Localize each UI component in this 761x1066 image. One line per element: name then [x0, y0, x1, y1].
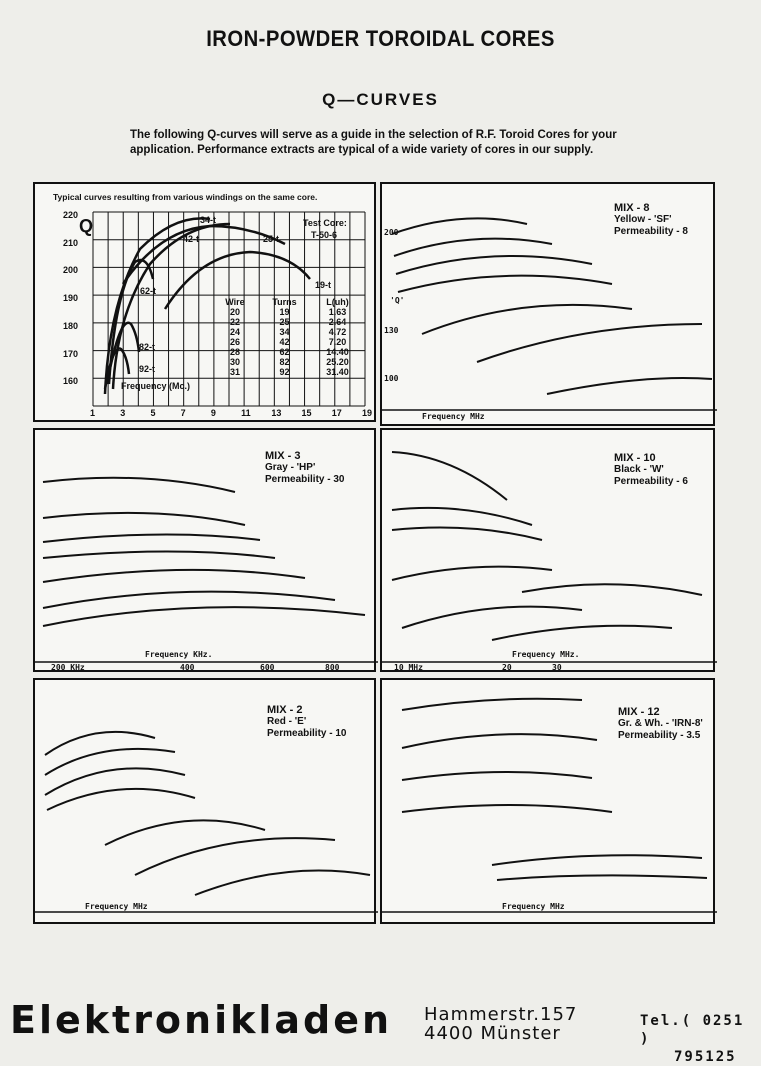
street: Hammerstr.157: [424, 1004, 578, 1025]
y-tick-label: 190: [63, 293, 79, 304]
table-cell: 20: [229, 307, 240, 317]
curve-label-19t: 19-t: [315, 280, 332, 290]
y-tick-label: 160: [63, 376, 79, 387]
chart-caption: Typical curves resulting from various windings on the same core.: [53, 192, 318, 202]
curve-label-25t: 25-t: [263, 234, 280, 244]
telephone: [640, 1012, 761, 1066]
mix-10-x-label: Frequency MHz.: [512, 650, 580, 659]
table-header-inductance: L(uh): [326, 297, 349, 307]
x-tick-label: 5: [150, 408, 156, 418]
table-cell: 25: [279, 317, 290, 327]
mix-8-permeability: Permeability - 8: [614, 226, 688, 237]
table-header-turns: Turns: [272, 297, 297, 307]
address: [424, 1005, 577, 1043]
x-tick-label: 19: [362, 408, 373, 418]
table-cell: 34: [279, 327, 290, 337]
table-cell: 25.20: [326, 357, 349, 367]
panel-mix-8: [380, 182, 715, 426]
table-cell: 92: [279, 367, 290, 377]
panel-mix-3: [33, 428, 376, 672]
mix-2-permeability: Permeability - 10: [267, 728, 347, 739]
mix-8-legend: [614, 202, 688, 238]
mix-12-legend: [618, 706, 703, 742]
mix-3-name: MIX - 3: [265, 450, 301, 462]
mix-2-legend: [267, 704, 346, 740]
mix-3-permeability: Permeability - 30: [265, 474, 345, 485]
table-cell: 22: [229, 317, 240, 327]
x-tick-label: 7: [180, 408, 186, 418]
frequency-axis-label: Frequency (Mc.): [121, 381, 191, 391]
telephone-label: Tel.( 0251 ): [640, 1013, 745, 1047]
table-cell: 2.64: [328, 317, 347, 327]
table-row: [213, 347, 363, 357]
table-row: [213, 317, 363, 327]
table-cell: 31.40: [326, 367, 349, 377]
curve-label-42t: 42-t: [183, 234, 200, 244]
table-cell: 26: [229, 337, 240, 347]
table-cell: 7.20: [328, 337, 347, 347]
mix-12-name: MIX - 12: [618, 706, 660, 718]
y-tick-label: 180: [63, 320, 79, 331]
mix-8-color: Yellow - 'SF': [614, 214, 672, 225]
mix-8-y-tick: 100: [384, 374, 399, 383]
y-tick-label: 200: [63, 265, 79, 276]
brand-logo: Elektronikladen: [10, 998, 393, 1042]
table-cell: 62: [279, 347, 290, 357]
curve-label-92t: 92-t: [139, 364, 156, 374]
table-cell: 14.40: [326, 347, 349, 357]
test-core-label: Test Core:: [303, 218, 347, 228]
telephone-number: 795125: [674, 1049, 737, 1065]
table-row: [213, 327, 363, 337]
mix-12-permeability: Permeability - 3.5: [618, 730, 701, 741]
mix-12-color: Gr. & Wh. - 'IRN-8': [618, 718, 703, 729]
table-cell: 1.63: [328, 307, 347, 317]
x-tick-label: 13: [271, 408, 282, 418]
mix-8-y-tick: 200: [384, 228, 399, 237]
mix-10-color: Black - 'W': [614, 464, 664, 475]
table-cell: 82: [279, 357, 290, 367]
table-cell: 28: [229, 347, 240, 357]
mix-10-x-tick: 20: [502, 663, 512, 672]
mix-10-x-tick: 30: [552, 663, 562, 672]
mix-10-name: MIX - 10: [614, 452, 656, 464]
mix-3-x-tick: 600: [260, 663, 275, 672]
x-tick-label: 9: [210, 408, 216, 418]
panel-typical-curves: [33, 182, 376, 422]
mix-3-x-tick: 800: [325, 663, 340, 672]
mix-2-name: MIX - 2: [267, 704, 303, 716]
mix-8-x-label: Frequency MHz: [422, 412, 485, 421]
x-tick-label: 1: [90, 408, 96, 418]
table-cell: 30: [229, 357, 240, 367]
y-tick-label: 170: [63, 348, 79, 359]
mix-2-x-label: Frequency MHz: [85, 902, 148, 911]
table-cell: 31: [229, 367, 240, 377]
table-cell: 42: [279, 337, 290, 347]
x-tick-label: 17: [331, 408, 342, 418]
x-tick-label: 11: [241, 408, 251, 418]
table-row: [213, 337, 363, 347]
intro-text: The following Q-curves will serve as a guide in the selection of R.F. Toroid Cores for your application. Performance extracts are typical of a wide variety of cores in our supply.: [130, 129, 617, 156]
mix-8-name: MIX - 8: [614, 202, 650, 214]
mix-8-y-tick: 'Q': [390, 296, 405, 305]
page-subtitle: Q—CURVES: [322, 90, 439, 109]
table-row: [213, 367, 363, 377]
y-tick-label: 210: [63, 237, 79, 248]
table-cell: 19: [279, 307, 290, 317]
mix-3-x-tick: 400: [180, 663, 195, 672]
test-core-name: T-50-6: [311, 230, 338, 240]
mix-10-x-tick: 10 MHz: [394, 663, 423, 672]
x-tick-label: 15: [301, 408, 312, 418]
curve-label-82t: 82-t: [139, 342, 156, 352]
table-header-wire: Wire: [225, 297, 245, 307]
mix-10-permeability: Permeability - 6: [614, 476, 688, 487]
panel-mix-10: [380, 428, 715, 672]
city: 4400 Münster: [424, 1023, 561, 1044]
panel-mix-12: [380, 678, 715, 924]
table-row: [213, 357, 363, 367]
winding-table: [213, 297, 363, 377]
mix-12-x-label: Frequency MHz: [502, 902, 565, 911]
page-title: IRON-POWDER TOROIDAL CORES: [206, 26, 555, 51]
mix-10-legend: [614, 452, 688, 488]
mix-2-color: Red - 'E': [267, 716, 307, 727]
y-tick-label: 220: [63, 210, 79, 220]
curve-label-62t: 62-t: [140, 286, 157, 296]
mix-3-legend: [265, 450, 344, 486]
panel-mix-2: [33, 678, 376, 924]
table-cell: 4.72: [328, 327, 347, 337]
mix-3-color: Gray - 'HP': [265, 462, 316, 473]
q-axis-label: Q: [79, 216, 94, 236]
curve-label-34t: 34-t: [200, 215, 217, 225]
mix-8-y-tick: 130: [384, 326, 399, 335]
table-row: [213, 307, 363, 317]
mix-3-x-label: Frequency KHz.: [145, 650, 213, 659]
x-tick-label: 3: [120, 408, 126, 418]
mix-3-x-tick: 200 KHz: [51, 663, 85, 672]
table-cell: 24: [229, 327, 240, 337]
